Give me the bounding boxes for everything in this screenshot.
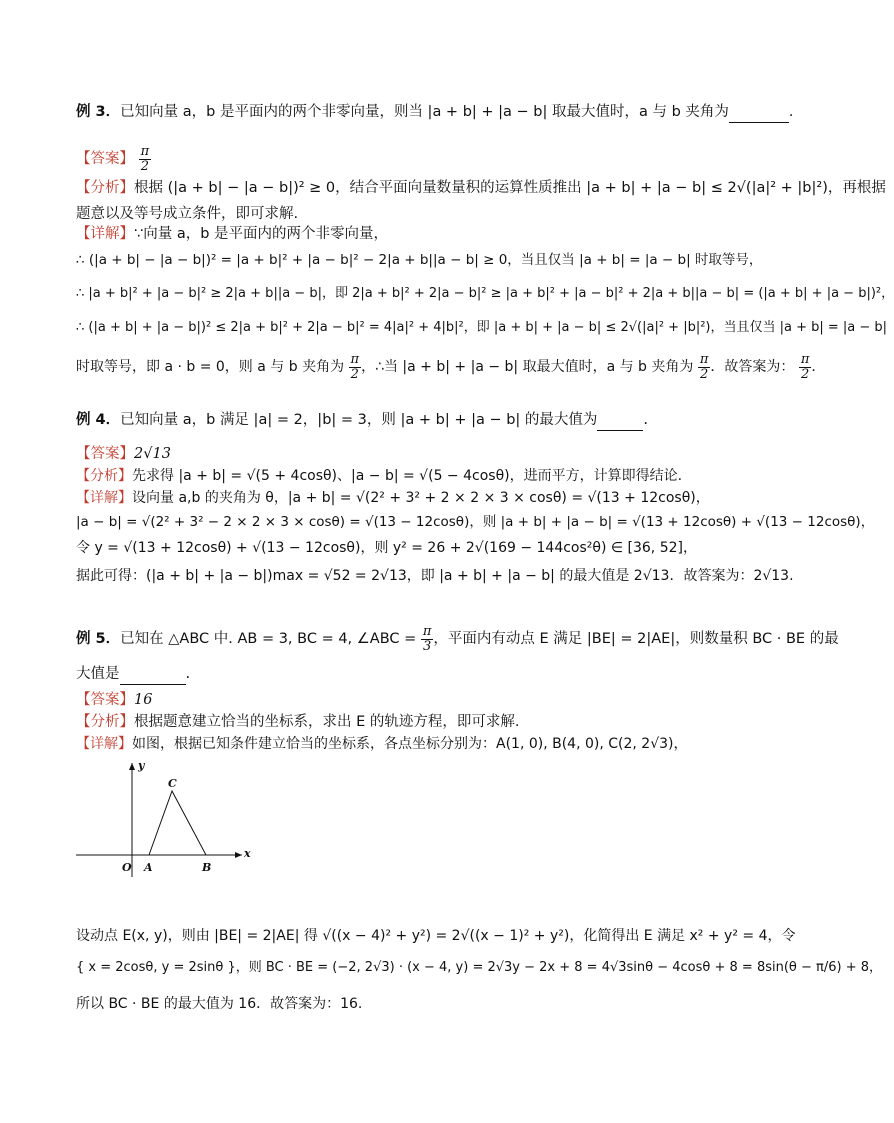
ex4-answer-blank <box>597 410 643 431</box>
ex3-detail-line5: 时取等号，即 a · b = 0，则 a 与 b 夹角为 $\frac{\pi}{2}$ ，∴当 |a + b| + |a − b| 取最大值时，a 与 b 夹角为 $\frac{\pi}{2}$ ．故答案为： $\frac{\pi}{2}$ . <box>76 351 816 382</box>
x-axis-arrow <box>235 852 242 858</box>
ex5-analysis: 【分析】根据题意建立恰当的坐标系，求出 E 的轨迹方程，即可求解. <box>76 714 520 730</box>
coordinate-figure <box>72 755 262 885</box>
ex3-answer-tag: 【答案】 <box>76 151 134 167</box>
ex5-answer: 【答案】16 <box>76 692 153 708</box>
ex3-question-text: 已知向量 a，b 是平面内的两个非零向量，则当 |a + b| + |a − b| 取最大值时，a 与 b 夹角为 <box>120 104 729 120</box>
ex3-detail-line4: ∴ (|a + b| + |a − b|)² ≤ 2|a + b|² + 2|a − b|² = 4|a|² + 4|b|²，即 |a + b| + |a − b| ≤ 2√(|a|² + |b|²)，当且仅当 |a + b| = |a − b| <box>76 320 888 335</box>
y-axis-arrow <box>129 763 135 770</box>
ex5-detail-line3: { x = 2cosθ, y = 2sinθ }，则 BC · BE = (−2, 2√3) · (x − 4, y) = 2√3y − 2x + 8 = 4√3sinθ − 4cosθ + 8 = 8sin(θ − π/6) + 8， <box>76 960 883 975</box>
ex5-analysis-tag: 【分析】 <box>76 714 134 730</box>
ex5-angle-fraction: $\frac{\pi}{3}$ <box>422 623 432 654</box>
ex3-analysis-line2: 题意以及等号成立条件，即可求解. <box>76 206 299 222</box>
point-b-label: B <box>202 861 212 874</box>
ex4-question-text: 已知向量 a，b 满足 |a| = 2，|b| = 3，则 |a + b| + |a − b| 的最大值为 <box>120 412 598 428</box>
origin-label: O <box>122 861 132 874</box>
ex5-detail-line4: 所以 BC · BE 的最大值为 16．故答案为：16. <box>76 996 363 1012</box>
ex4-analysis: 【分析】先求得 |a + b| = √(5 + 4cosθ)、|a − b| = √(5 − 4cosθ)，进而平方，计算即得结论. <box>76 468 683 484</box>
ex4-detail-tag: 【详解】 <box>76 490 132 506</box>
ex4-detail-line1: 【详解】设向量 a,b 的夹角为 θ，|a + b| = √(2² + 3² + 2 × 2 × 3 × cosθ) = √(13 + 12cosθ)， <box>76 490 710 506</box>
ex3-question: 例 3．已知向量 a，b 是平面内的两个非零向量，则当 |a + b| + |a − b| 取最大值时，a 与 b 夹角为 ． <box>76 102 803 123</box>
ex5-detail-tag: 【详解】 <box>76 736 132 752</box>
ex4-detail-line2: |a − b| = √(2² + 3² − 2 × 2 × 3 × cosθ) = √(13 − 12cosθ)，则 |a + b| + |a − b| = √(13 + 12cosθ) + √(13 − 12cosθ)， <box>76 514 875 530</box>
x-axis-label: x <box>244 847 251 860</box>
point-c-label: C <box>168 777 177 790</box>
ex3-analysis-line1: 【分析】根据 (|a + b| − |a − b|)² ≥ 0，结合平面向量数量积的运算性质推出 |a + b| + |a − b| ≤ 2√(|a|² + |b|²)，再根据 <box>76 180 886 196</box>
ex5-detail-line2: 设动点 E(x, y)，则由 |BE| = 2|AE| 得 √((x − 4)² + y²) = 2√((x − 1)² + y²)，化简得出 E 满足 x² + y² = 4，令 <box>76 928 796 944</box>
ex4-label: 例 4． <box>76 412 121 428</box>
ex3-answer-fraction: $\frac{\pi}{2}$ <box>140 143 150 174</box>
ex3-angle-fraction-1: $\frac{\pi}{2}$ <box>350 351 360 382</box>
ex5-answer-blank <box>120 664 186 685</box>
ex4-question: 例 4．已知向量 a，b 满足 |a| = 2，|b| = 3，则 |a + b| + |a − b| 的最大值为 . <box>76 410 648 431</box>
ex3-answer <box>76 144 151 174</box>
ex3-detail-line2: ∴ (|a + b| − |a − b|)² = |a + b|² + |a − b|² − 2|a + b||a − b| ≥ 0，当且仅当 |a + b| = |a − b| 时取等号， <box>76 252 763 268</box>
ex4-detail-line4: 据此可得：(|a + b| + |a − b|)max = √52 = 2√13，即 |a + b| + |a − b| 的最大值是 2√13．故答案为：2√13. <box>76 568 794 584</box>
ex5-answer-tag: 【答案】 <box>76 692 134 708</box>
ex4-detail-line3: 令 y = √(13 + 12cosθ) + √(13 − 12cosθ)，则 y² = 26 + 2√(169 − 144cos²θ) ∈ [36, 52]， <box>76 540 697 556</box>
ex5-label: 例 5． <box>76 631 121 647</box>
ex3-answer-blank <box>729 102 789 123</box>
ex3-detail-tag: 【详解】 <box>76 226 134 242</box>
ex3-angle-fraction-2: $\frac{\pi}{2}$ <box>699 351 709 382</box>
ex4-answer: 【答案】2√13 <box>76 446 171 462</box>
ex4-answer-tag: 【答案】 <box>76 446 134 462</box>
ex3-detail-line1: 【详解】∵向量 a，b 是平面内的两个非零向量， <box>76 226 389 242</box>
triangle-abc <box>149 791 206 855</box>
y-axis-label: y <box>138 759 145 772</box>
ex5-detail-line1: 【详解】如图，根据已知条件建立恰当的坐标系，各点坐标分别为：A(1, 0), B(4, 0), C(2, 2√3)， <box>76 736 688 752</box>
ex3-analysis-tag: 【分析】 <box>76 180 134 196</box>
ex4-analysis-tag: 【分析】 <box>76 468 132 484</box>
ex5-question-line1: 例 5．已知在 △ABC 中. AB = 3, BC = 4, ∠ABC = $\frac{\pi}{3}$ ，平面内有动点 E 满足 |BE| = 2|AE|，则数量积 BC · BE 的最 <box>76 623 839 654</box>
ex3-label: 例 3． <box>76 104 121 120</box>
ex5-question-line2: 大值是 . <box>76 664 190 685</box>
point-a-label: A <box>144 861 153 874</box>
ex3-detail-line3: ∴ |a + b|² + |a − b|² ≥ 2|a + b||a − b|，即 2|a + b|² + 2|a − b|² ≥ |a + b|² + |a − b|² + 2|a + b||a − b| = (|a + b| + |a − b|)²， <box>76 286 894 301</box>
ex3-angle-fraction-3: $\frac{\pi}{2}$ <box>800 351 810 382</box>
